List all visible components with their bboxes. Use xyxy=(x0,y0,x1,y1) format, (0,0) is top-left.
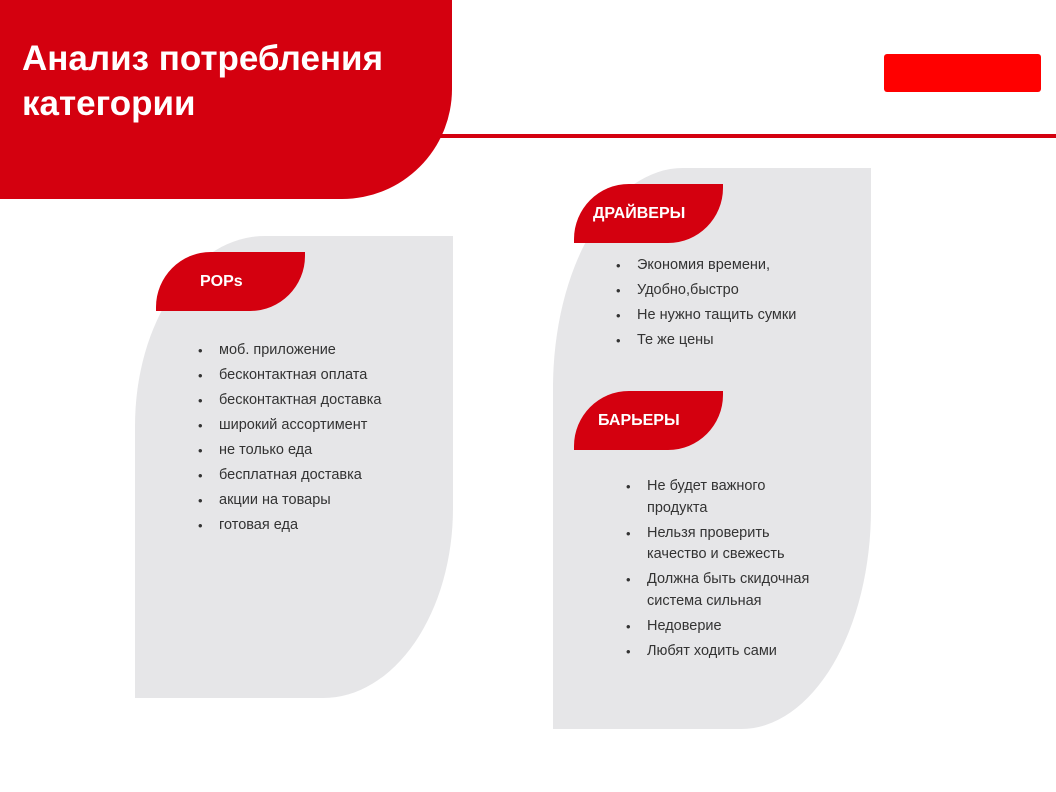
list-item: • готовая еда xyxy=(197,515,417,537)
list-item: • Любят ходить сами xyxy=(625,641,825,663)
barriers-tab-label: БАРЬЕРЫ xyxy=(598,411,680,429)
drivers-tab-label: ДРАЙВЕРЫ xyxy=(593,204,686,222)
list-item: • Не нужно тащить сумки xyxy=(615,305,855,327)
list-item: • Недоверие xyxy=(625,616,825,638)
list-item: • широкий ассортимент xyxy=(197,415,417,437)
page-title: Анализ потребления категории xyxy=(22,39,383,123)
pops-list xyxy=(197,340,417,540)
list-item: • Те же цены xyxy=(615,330,855,352)
list-item: • бесконтактная оплата xyxy=(197,365,417,387)
drivers-list xyxy=(615,255,855,355)
list-item: • бесплатная доставка xyxy=(197,465,417,487)
list-item: • Должна быть скидочная система сильная xyxy=(625,569,825,612)
list-item: • Нельзя проверить качество и свежесть xyxy=(625,523,825,566)
logo-bar xyxy=(884,54,1041,92)
list-item: • не только еда xyxy=(197,440,417,462)
pops-tab-label: POPs xyxy=(200,272,243,290)
header-divider xyxy=(0,134,1056,138)
list-item: • Не будет важного продукта xyxy=(625,476,825,519)
list-item: • моб. приложение xyxy=(197,340,417,362)
header-block xyxy=(0,0,452,199)
barriers-list xyxy=(625,476,825,666)
list-item: • акции на товары xyxy=(197,490,417,512)
list-item: • бесконтактная доставка xyxy=(197,390,417,412)
list-item: • Удобно,быстро xyxy=(615,280,855,302)
list-item: • Экономия времени, xyxy=(615,255,855,277)
